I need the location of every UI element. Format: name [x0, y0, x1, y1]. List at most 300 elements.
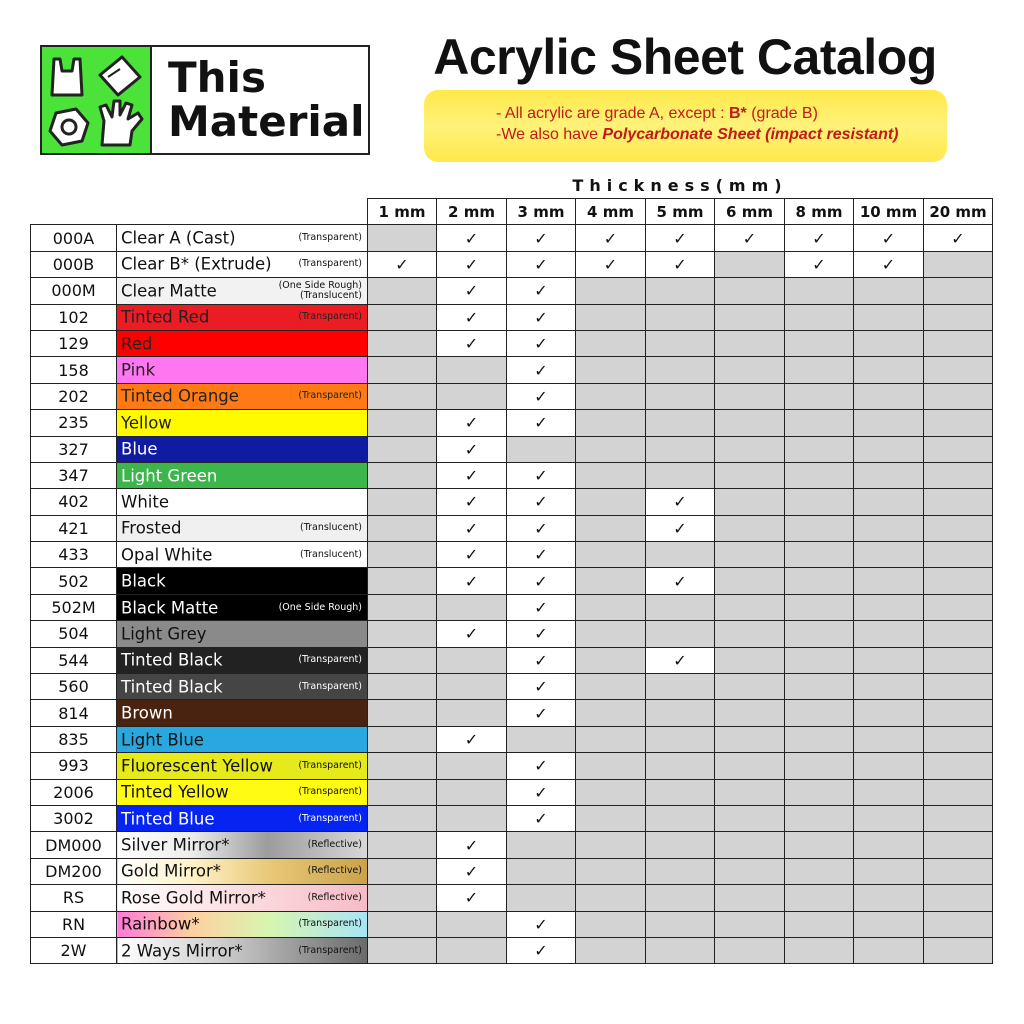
- availability-empty: [646, 462, 715, 488]
- thickness-header-4: 5 mm: [646, 199, 715, 225]
- thickness-header-7: 10 mm: [854, 199, 924, 225]
- availability-empty: [368, 304, 437, 330]
- availability-empty: [924, 594, 993, 620]
- check-icon: ✓: [534, 466, 548, 486]
- availability-check: [437, 304, 507, 330]
- availability-empty: [368, 805, 437, 831]
- availability-check: [507, 515, 576, 541]
- check-icon: ✓: [673, 518, 687, 538]
- header-spacer: [117, 199, 368, 225]
- availability-empty: [368, 858, 437, 884]
- availability-empty: [576, 937, 646, 963]
- availability-empty: [576, 674, 646, 700]
- material-row: [31, 594, 993, 620]
- check-icon: ✓: [534, 598, 548, 618]
- check-icon: ✓: [673, 571, 687, 591]
- availability-empty: [368, 225, 437, 251]
- brand-logo: [40, 45, 370, 155]
- availability-check: [507, 647, 576, 673]
- check-icon: ✓: [464, 439, 479, 459]
- material-code: RS: [31, 885, 117, 911]
- availability-empty: [715, 410, 785, 436]
- availability-empty: [715, 542, 785, 568]
- availability-empty: [924, 937, 993, 963]
- material-name-cell: [117, 832, 368, 858]
- material-name-cell: [117, 304, 368, 330]
- availability-empty: [437, 805, 507, 831]
- availability-empty: [854, 937, 924, 963]
- material-code: RN: [31, 911, 117, 937]
- availability-empty: [715, 674, 785, 700]
- availability-empty: [924, 726, 993, 752]
- availability-check: [507, 674, 576, 700]
- material-name-cell: [117, 278, 368, 304]
- availability-empty: [576, 436, 646, 462]
- thickness-header-row: [31, 199, 993, 225]
- material-code: 560: [31, 674, 117, 700]
- availability-empty: [854, 278, 924, 304]
- check-icon: ✓: [395, 254, 409, 274]
- availability-empty: [576, 489, 646, 515]
- availability-check: [437, 515, 507, 541]
- check-icon: ✓: [534, 518, 548, 538]
- availability-empty: [576, 832, 646, 858]
- availability-empty: [715, 911, 785, 937]
- availability-empty: [576, 700, 646, 726]
- availability-empty: [924, 779, 993, 805]
- material-code: 993: [31, 753, 117, 779]
- check-icon: ✓: [464, 466, 479, 486]
- availability-empty: [785, 647, 854, 673]
- availability-empty: [437, 383, 507, 409]
- availability-check: [437, 832, 507, 858]
- grade-note-banner: [424, 90, 947, 162]
- check-icon: ✓: [534, 413, 548, 433]
- availability-empty: [646, 937, 715, 963]
- availability-empty: [368, 462, 437, 488]
- material-code: 502: [31, 568, 117, 594]
- material-code: 102: [31, 304, 117, 330]
- availability-empty: [368, 489, 437, 515]
- availability-check: [437, 225, 507, 251]
- logo-line2: Material: [168, 97, 365, 146]
- availability-empty: [924, 753, 993, 779]
- availability-empty: [715, 251, 785, 277]
- availability-empty: [785, 726, 854, 752]
- material-row: [31, 489, 993, 515]
- availability-empty: [368, 832, 437, 858]
- availability-empty: [854, 594, 924, 620]
- material-property-note: (Reflective): [307, 839, 362, 851]
- availability-empty: [646, 330, 715, 356]
- availability-empty: [785, 383, 854, 409]
- material-code: 000A: [31, 225, 117, 251]
- material-name-cell: [117, 462, 368, 488]
- material-property-note: (Reflective): [307, 891, 362, 903]
- material-name: Silver Mirror*: [121, 835, 230, 855]
- availability-empty: [924, 436, 993, 462]
- check-icon: ✓: [534, 545, 548, 565]
- availability-empty: [646, 911, 715, 937]
- availability-empty: [715, 858, 785, 884]
- availability-check: [646, 647, 715, 673]
- material-name-cell: [117, 568, 368, 594]
- material-code: 327: [31, 436, 117, 462]
- availability-check: [646, 568, 715, 594]
- availability-check: [437, 489, 507, 515]
- availability-check: [507, 278, 576, 304]
- catalog-table: [30, 198, 993, 964]
- availability-check: [507, 357, 576, 383]
- material-name: Tinted Red: [121, 307, 210, 327]
- material-name-cell: [117, 542, 368, 568]
- availability-empty: [924, 885, 993, 911]
- availability-empty: [715, 621, 785, 647]
- material-name-cell: [117, 225, 368, 251]
- material-property-note: (Transparent): [298, 944, 362, 956]
- material-code: 235: [31, 410, 117, 436]
- availability-empty: [437, 700, 507, 726]
- availability-empty: [576, 647, 646, 673]
- material-code: DM200: [31, 858, 117, 884]
- availability-empty: [785, 911, 854, 937]
- availability-empty: [368, 410, 437, 436]
- availability-empty: [368, 278, 437, 304]
- material-row: [31, 911, 993, 937]
- logo-icons: [42, 47, 152, 153]
- availability-empty: [368, 330, 437, 356]
- material-name: Light Blue: [121, 730, 204, 749]
- material-name: Clear Matte: [121, 281, 217, 301]
- material-name: Fluorescent Yellow: [121, 756, 273, 776]
- availability-check: [715, 225, 785, 251]
- availability-empty: [924, 858, 993, 884]
- availability-empty: [576, 753, 646, 779]
- check-icon: ✓: [534, 228, 548, 248]
- material-name-cell: [117, 330, 368, 356]
- availability-empty: [854, 911, 924, 937]
- check-icon: ✓: [464, 624, 479, 644]
- availability-empty: [924, 383, 993, 409]
- material-name: Red: [121, 334, 153, 354]
- availability-check: [576, 251, 646, 277]
- availability-empty: [924, 700, 993, 726]
- check-icon: ✓: [534, 386, 548, 406]
- material-name: Pink: [121, 360, 156, 380]
- material-name: Black: [121, 571, 166, 591]
- availability-empty: [785, 436, 854, 462]
- availability-empty: [924, 330, 993, 356]
- material-row: [31, 568, 993, 594]
- material-code: 158: [31, 357, 117, 383]
- availability-empty: [646, 621, 715, 647]
- material-name-cell: [117, 647, 368, 673]
- availability-empty: [576, 383, 646, 409]
- material-code: 202: [31, 383, 117, 409]
- availability-empty: [368, 885, 437, 911]
- thickness-header-2: 3 mm: [507, 199, 576, 225]
- availability-empty: [368, 647, 437, 673]
- material-name-cell: [117, 621, 368, 647]
- availability-empty: [646, 542, 715, 568]
- availability-empty: [646, 674, 715, 700]
- material-name-cell: [117, 937, 368, 963]
- material-property-note: (Transparent): [298, 680, 362, 692]
- material-name: Tinted Black: [121, 677, 223, 697]
- bag-icon: [52, 59, 82, 95]
- material-row: [31, 357, 993, 383]
- sheet-icon: [100, 57, 140, 95]
- availability-empty: [924, 674, 993, 700]
- availability-empty: [437, 647, 507, 673]
- availability-empty: [646, 383, 715, 409]
- material-name-cell: [117, 357, 368, 383]
- material-code: 502M: [31, 594, 117, 620]
- availability-check: [507, 410, 576, 436]
- availability-empty: [437, 779, 507, 805]
- availability-empty: [715, 278, 785, 304]
- availability-empty: [576, 568, 646, 594]
- availability-empty: [507, 885, 576, 911]
- material-property-note: (One Side Rough) (Translucent): [278, 279, 362, 301]
- availability-empty: [646, 805, 715, 831]
- material-code: 2006: [31, 779, 117, 805]
- availability-check: [437, 542, 507, 568]
- logo-line1: This: [168, 53, 266, 102]
- availability-empty: [437, 357, 507, 383]
- material-code: 544: [31, 647, 117, 673]
- availability-empty: [368, 383, 437, 409]
- availability-empty: [854, 674, 924, 700]
- availability-empty: [715, 700, 785, 726]
- material-row: [31, 436, 993, 462]
- check-icon: ✓: [812, 228, 826, 248]
- availability-empty: [715, 885, 785, 911]
- check-icon: ✓: [534, 941, 548, 961]
- material-name-cell: [117, 858, 368, 884]
- availability-empty: [924, 911, 993, 937]
- availability-check: [507, 911, 576, 937]
- thickness-header-0: 1 mm: [368, 199, 437, 225]
- availability-empty: [646, 832, 715, 858]
- availability-check: [507, 568, 576, 594]
- note-line1-suffix: (grade B): [746, 105, 818, 122]
- material-name: Tinted Black: [121, 650, 223, 670]
- availability-empty: [576, 278, 646, 304]
- check-icon: ✓: [812, 254, 826, 274]
- check-icon: ✓: [673, 650, 687, 670]
- material-name-cell: [117, 515, 368, 541]
- material-name-cell: [117, 383, 368, 409]
- availability-empty: [576, 357, 646, 383]
- availability-empty: [854, 489, 924, 515]
- availability-empty: [785, 278, 854, 304]
- availability-empty: [854, 805, 924, 831]
- catalog-body: [31, 225, 993, 964]
- availability-empty: [715, 515, 785, 541]
- availability-empty: [368, 542, 437, 568]
- availability-empty: [507, 726, 576, 752]
- availability-empty: [854, 726, 924, 752]
- availability-empty: [368, 621, 437, 647]
- check-icon: ✓: [534, 307, 548, 327]
- availability-empty: [785, 805, 854, 831]
- availability-empty: [646, 726, 715, 752]
- material-property-note: (Transparent): [298, 759, 362, 771]
- availability-empty: [785, 489, 854, 515]
- material-row: [31, 726, 993, 752]
- availability-check: [507, 330, 576, 356]
- availability-empty: [576, 594, 646, 620]
- material-property-note: (Transparent): [298, 918, 362, 930]
- availability-empty: [785, 515, 854, 541]
- material-row: [31, 647, 993, 673]
- material-property-note: (Transparent): [298, 812, 362, 824]
- material-row: [31, 858, 993, 884]
- check-icon: ✓: [603, 228, 618, 248]
- availability-check: [507, 700, 576, 726]
- availability-empty: [368, 515, 437, 541]
- availability-empty: [854, 410, 924, 436]
- availability-empty: [646, 858, 715, 884]
- material-row: [31, 225, 993, 251]
- availability-empty: [785, 410, 854, 436]
- material-name: White: [121, 492, 169, 512]
- availability-empty: [854, 858, 924, 884]
- material-row: [31, 304, 993, 330]
- availability-check: [437, 858, 507, 884]
- availability-empty: [576, 410, 646, 436]
- material-name: Tinted Yellow: [121, 782, 229, 802]
- availability-empty: [715, 937, 785, 963]
- availability-check: [437, 726, 507, 752]
- material-name-cell: [117, 700, 368, 726]
- availability-empty: [924, 515, 993, 541]
- availability-empty: [924, 647, 993, 673]
- material-row: [31, 805, 993, 831]
- availability-empty: [924, 568, 993, 594]
- availability-empty: [715, 357, 785, 383]
- check-icon: ✓: [464, 888, 479, 908]
- material-row: [31, 674, 993, 700]
- material-name-cell: [117, 674, 368, 700]
- material-code: 504: [31, 621, 117, 647]
- note-line2-prefix: -We also have: [496, 126, 603, 143]
- check-icon: ✓: [464, 545, 479, 565]
- availability-empty: [646, 700, 715, 726]
- availability-empty: [368, 937, 437, 963]
- material-name: Frosted: [121, 518, 182, 538]
- availability-empty: [785, 621, 854, 647]
- availability-empty: [437, 937, 507, 963]
- availability-empty: [924, 462, 993, 488]
- material-name: Yellow: [121, 413, 172, 433]
- availability-empty: [576, 515, 646, 541]
- availability-empty: [924, 410, 993, 436]
- availability-check: [507, 594, 576, 620]
- material-property-note: (Reflective): [307, 865, 362, 877]
- check-icon: ✓: [534, 703, 548, 723]
- material-name: 2 Ways Mirror*: [121, 941, 243, 961]
- availability-empty: [576, 779, 646, 805]
- check-icon: ✓: [534, 254, 548, 274]
- availability-empty: [854, 383, 924, 409]
- material-row: [31, 779, 993, 805]
- material-name: Clear A (Cast): [121, 228, 236, 248]
- material-name: Light Green: [121, 466, 218, 486]
- material-name: Opal White: [121, 545, 213, 565]
- availability-empty: [924, 278, 993, 304]
- availability-empty: [854, 647, 924, 673]
- check-icon: ✓: [881, 228, 896, 248]
- availability-empty: [715, 568, 785, 594]
- availability-empty: [854, 542, 924, 568]
- material-row: [31, 542, 993, 568]
- availability-check: [437, 621, 507, 647]
- material-name-cell: [117, 805, 368, 831]
- availability-check: [507, 251, 576, 277]
- thickness-header-6: 8 mm: [785, 199, 854, 225]
- availability-check: [507, 225, 576, 251]
- availability-empty: [785, 462, 854, 488]
- availability-check: [507, 805, 576, 831]
- availability-empty: [785, 594, 854, 620]
- availability-empty: [576, 542, 646, 568]
- check-icon: ✓: [603, 254, 618, 274]
- availability-empty: [924, 357, 993, 383]
- material-name-cell: [117, 436, 368, 462]
- availability-empty: [785, 357, 854, 383]
- check-icon: ✓: [673, 492, 687, 512]
- material-name-cell: [117, 753, 368, 779]
- thickness-heading: Thickness(mm): [572, 176, 788, 195]
- availability-check: [437, 436, 507, 462]
- availability-empty: [715, 594, 785, 620]
- availability-empty: [715, 462, 785, 488]
- availability-check: [576, 225, 646, 251]
- material-code: 421: [31, 515, 117, 541]
- check-icon: ✓: [464, 518, 479, 538]
- availability-empty: [924, 489, 993, 515]
- material-name: Rose Gold Mirror*: [121, 888, 266, 908]
- availability-empty: [785, 753, 854, 779]
- material-property-note: (Translucent): [300, 548, 362, 560]
- material-name: Rainbow*: [121, 914, 200, 934]
- availability-empty: [576, 805, 646, 831]
- check-icon: ✓: [534, 571, 548, 591]
- check-icon: ✓: [464, 334, 479, 354]
- availability-check: [785, 225, 854, 251]
- material-name-cell: [117, 251, 368, 277]
- availability-empty: [646, 278, 715, 304]
- availability-check: [507, 542, 576, 568]
- material-name: Clear B* (Extrude): [121, 254, 272, 274]
- availability-empty: [785, 304, 854, 330]
- availability-check: [507, 779, 576, 805]
- availability-empty: [646, 436, 715, 462]
- material-name-cell: [117, 410, 368, 436]
- availability-empty: [576, 621, 646, 647]
- availability-empty: [785, 330, 854, 356]
- material-name: Tinted Orange: [121, 386, 239, 406]
- check-icon: ✓: [534, 914, 548, 934]
- availability-empty: [368, 700, 437, 726]
- check-icon: ✓: [673, 228, 687, 248]
- material-name-cell: [117, 594, 368, 620]
- availability-empty: [715, 647, 785, 673]
- page-title: Acrylic Sheet Catalog: [433, 29, 937, 85]
- availability-empty: [924, 251, 993, 277]
